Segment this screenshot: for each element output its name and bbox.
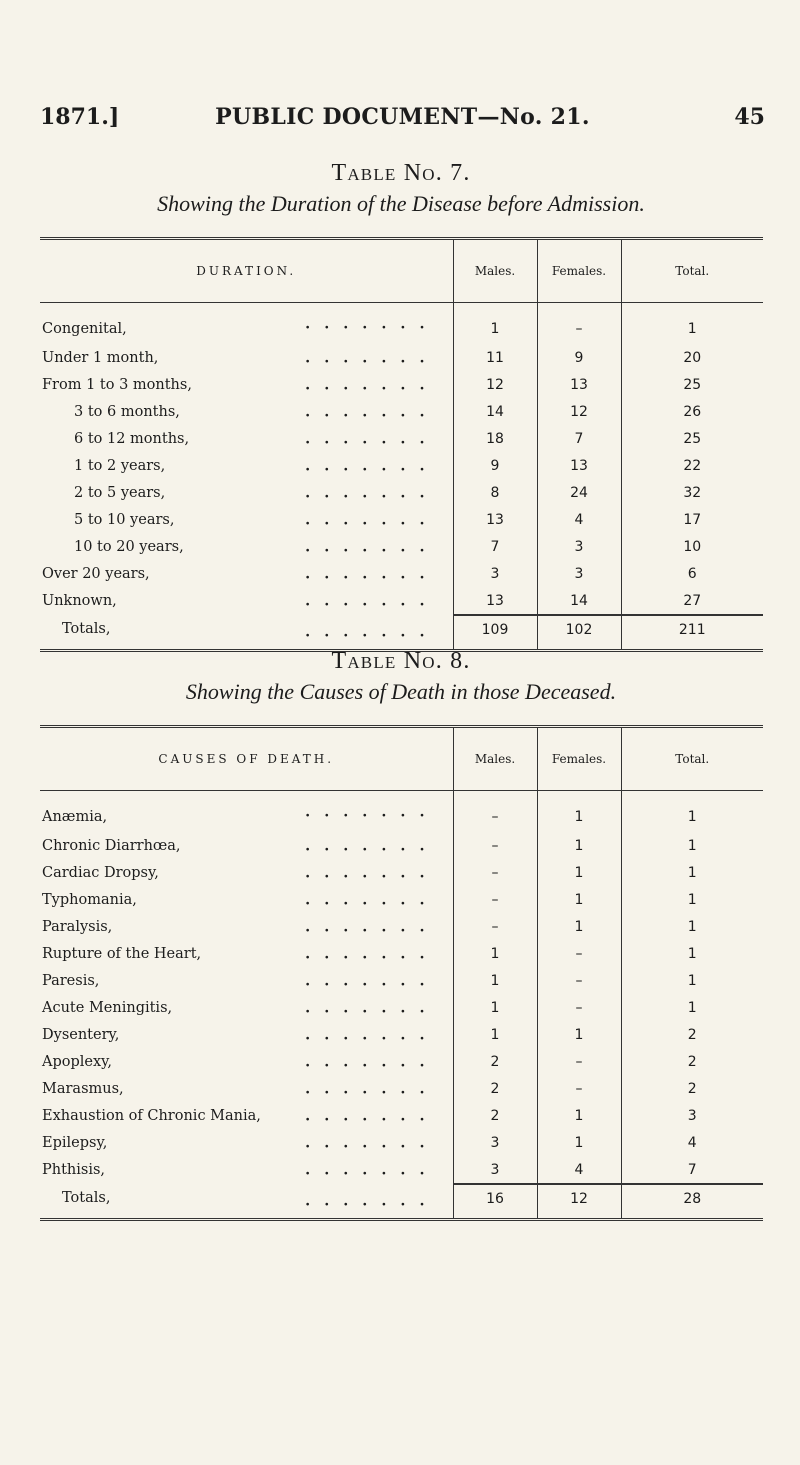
- cell-females: 4: [537, 1156, 621, 1184]
- table-row: [40, 859, 763, 886]
- row-label: [40, 1048, 453, 1075]
- table-row: [40, 398, 763, 425]
- cell-females: 1: [537, 886, 621, 913]
- cell-total: 1: [621, 913, 763, 940]
- col-total: Total.: [621, 239, 763, 303]
- cell-females: 1: [537, 832, 621, 859]
- row-label: [40, 1156, 453, 1184]
- cell-total: 2: [621, 1048, 763, 1075]
- cell-females: 1: [537, 913, 621, 940]
- cell-total: 25: [621, 371, 763, 398]
- table-8-header-row: [40, 727, 763, 791]
- leader-dots: .......: [305, 623, 439, 641]
- table-row: [40, 994, 763, 1021]
- cell-males: 2: [453, 1075, 537, 1102]
- cell-males: –: [453, 832, 537, 859]
- totals-row: [40, 615, 763, 651]
- table-7-subtitle: Showing the Duration of the Disease before Admission.: [157, 191, 645, 216]
- cell-males: –: [453, 913, 537, 940]
- row-label: [40, 886, 453, 913]
- table-7-header-row: [40, 239, 763, 303]
- table-row: [40, 1129, 763, 1156]
- row-label-text: Dysentery,: [42, 1026, 120, 1043]
- cell-total: 3: [621, 1102, 763, 1129]
- total-total: 28: [621, 1184, 763, 1220]
- table-row: [40, 967, 763, 994]
- leader-dots: .......: [305, 837, 439, 854]
- cell-males: 1: [453, 967, 537, 994]
- row-label-text: 3 to 6 months,: [74, 403, 180, 420]
- leader-dots: .......: [305, 403, 439, 420]
- cell-total: 1: [621, 886, 763, 913]
- row-label-text: Acute Meningitis,: [42, 999, 173, 1016]
- row-label-text: Congenital,: [42, 320, 127, 337]
- row-label-text: Cardiac Dropsy,: [42, 864, 159, 881]
- total-total: 211: [621, 615, 763, 651]
- cell-females: 1: [537, 1021, 621, 1048]
- cell-males: 7: [453, 533, 537, 560]
- cell-females: 4: [537, 506, 621, 533]
- row-label: [40, 1021, 453, 1048]
- col-total: Total.: [621, 727, 763, 791]
- cell-total: 1: [621, 859, 763, 886]
- table-row: [40, 587, 763, 615]
- row-label-text: From 1 to 3 months,: [42, 376, 192, 393]
- leader-dots: .......: [305, 349, 439, 366]
- row-label-text: Anæmia,: [42, 808, 108, 825]
- cell-total: 1: [621, 303, 763, 345]
- row-label: [40, 452, 453, 479]
- col-causes-of-death: CAUSES OF DEATH.: [40, 727, 453, 791]
- row-label: [40, 425, 453, 452]
- table-row: [40, 452, 763, 479]
- table-8: [40, 725, 763, 1221]
- leader-dots: .......: [305, 1161, 439, 1179]
- cell-females: 1: [537, 859, 621, 886]
- leader-dots: .......: [305, 891, 439, 908]
- cell-males: 18: [453, 425, 537, 452]
- leader-dots: .......: [305, 972, 439, 989]
- cell-females: 3: [537, 560, 621, 587]
- row-label-text: 10 to 20 years,: [74, 538, 184, 555]
- row-label: [40, 344, 453, 371]
- row-label: [40, 994, 453, 1021]
- cell-females: –: [537, 1048, 621, 1075]
- cell-males: 3: [453, 1156, 537, 1184]
- cell-males: 1: [453, 303, 537, 345]
- cell-total: 1: [621, 967, 763, 994]
- cell-males: 1: [453, 940, 537, 967]
- table-row: [40, 791, 763, 833]
- leader-dots: .......: [305, 864, 439, 881]
- cell-total: 1: [621, 994, 763, 1021]
- table-8-title: Table No. 8.: [331, 648, 471, 674]
- row-label: [40, 791, 453, 833]
- table-row: [40, 506, 763, 533]
- cell-males: 8: [453, 479, 537, 506]
- leader-dots: .......: [305, 376, 439, 393]
- cell-females: 1: [537, 1102, 621, 1129]
- cell-total: 1: [621, 791, 763, 833]
- cell-total: 10: [621, 533, 763, 560]
- col-females: Females.: [537, 727, 621, 791]
- table-row: [40, 886, 763, 913]
- cell-total: 4: [621, 1129, 763, 1156]
- leader-dots: .......: [305, 1080, 439, 1097]
- leader-dots: .......: [305, 1053, 439, 1070]
- table-7: [40, 237, 763, 652]
- row-label: [40, 398, 453, 425]
- cell-total: 6: [621, 560, 763, 587]
- leader-dots: .......: [305, 457, 439, 474]
- table-row: [40, 1048, 763, 1075]
- cell-total: 1: [621, 940, 763, 967]
- leader-dots: .......: [305, 1107, 439, 1124]
- col-females: Females.: [537, 239, 621, 303]
- leader-dots: .......: [305, 803, 439, 820]
- totals-label: [40, 1184, 453, 1220]
- leader-dots: .......: [305, 1134, 439, 1151]
- cell-males: 13: [453, 506, 537, 533]
- row-label: [40, 940, 453, 967]
- total-males: 109: [453, 615, 537, 651]
- cell-total: 27: [621, 587, 763, 615]
- cell-females: 3: [537, 533, 621, 560]
- table-7-section: [40, 160, 762, 652]
- table-row: [40, 1156, 763, 1184]
- row-label: [40, 587, 453, 615]
- row-label: [40, 859, 453, 886]
- cell-females: 1: [537, 791, 621, 833]
- header-title: PUBLIC DOCUMENT—No. 21.: [215, 104, 590, 130]
- row-label: [40, 1129, 453, 1156]
- cell-males: 9: [453, 452, 537, 479]
- cell-males: –: [453, 791, 537, 833]
- row-label-text: Exhaustion of Chronic Mania,: [42, 1107, 261, 1124]
- cell-males: 3: [453, 560, 537, 587]
- row-label-text: Apoplexy,: [42, 1053, 113, 1070]
- cell-females: 13: [537, 371, 621, 398]
- row-label: [40, 832, 453, 859]
- cell-males: 14: [453, 398, 537, 425]
- leader-dots: .......: [305, 538, 439, 555]
- row-label-text: Over 20 years,: [42, 565, 150, 582]
- totals-label-text: Totals,: [62, 621, 111, 637]
- row-label: [40, 479, 453, 506]
- cell-females: 1: [537, 1129, 621, 1156]
- col-duration: DURATION.: [40, 239, 453, 303]
- row-label: [40, 560, 453, 587]
- totals-label-text: Totals,: [62, 1190, 111, 1206]
- cell-total: 2: [621, 1021, 763, 1048]
- cell-total: 22: [621, 452, 763, 479]
- header-year: 1871.]: [40, 104, 120, 130]
- cell-total: 2: [621, 1075, 763, 1102]
- row-label: [40, 1102, 453, 1129]
- row-label-text: Rupture of the Heart,: [42, 945, 202, 962]
- cell-total: 20: [621, 344, 763, 371]
- leader-dots: .......: [305, 565, 439, 582]
- cell-males: 1: [453, 994, 537, 1021]
- cell-females: 24: [537, 479, 621, 506]
- cell-total: 26: [621, 398, 763, 425]
- table-row: [40, 832, 763, 859]
- total-females: 102: [537, 615, 621, 651]
- cell-males: –: [453, 859, 537, 886]
- table-row: [40, 344, 763, 371]
- row-label: [40, 1075, 453, 1102]
- leader-dots: .......: [305, 945, 439, 962]
- cell-males: 13: [453, 587, 537, 615]
- table-row: [40, 479, 763, 506]
- row-label-text: Paralysis,: [42, 918, 113, 935]
- row-label-text: 1 to 2 years,: [74, 457, 166, 474]
- leader-dots: .......: [305, 484, 439, 501]
- running-header: [40, 104, 765, 134]
- total-males: 16: [453, 1184, 537, 1220]
- table-row: [40, 303, 763, 345]
- leader-dots: .......: [305, 315, 439, 332]
- row-label-text: Marasmus,: [42, 1080, 124, 1097]
- cell-females: –: [537, 940, 621, 967]
- cell-males: 1: [453, 1021, 537, 1048]
- leader-dots: .......: [305, 511, 439, 528]
- table-row: [40, 560, 763, 587]
- cell-females: 14: [537, 587, 621, 615]
- table-row: [40, 533, 763, 560]
- table-7-title: Table No. 7.: [331, 160, 471, 186]
- leader-dots: .......: [305, 918, 439, 935]
- row-label-text: 5 to 10 years,: [74, 511, 175, 528]
- cell-females: –: [537, 967, 621, 994]
- row-label: [40, 913, 453, 940]
- cell-total: 1: [621, 832, 763, 859]
- cell-males: 11: [453, 344, 537, 371]
- cell-males: 3: [453, 1129, 537, 1156]
- col-males: Males.: [453, 239, 537, 303]
- table-8-subtitle: Showing the Causes of Death in those Deceased.: [185, 679, 617, 704]
- table-row: [40, 425, 763, 452]
- row-label-text: Typhomania,: [42, 891, 137, 908]
- row-label: [40, 967, 453, 994]
- total-females: 12: [537, 1184, 621, 1220]
- row-label-text: 6 to 12 months,: [74, 430, 190, 447]
- col-males: Males.: [453, 727, 537, 791]
- row-label-text: Paresis,: [42, 972, 100, 989]
- row-label: [40, 371, 453, 398]
- cell-males: 12: [453, 371, 537, 398]
- cell-females: 9: [537, 344, 621, 371]
- row-label-text: 2 to 5 years,: [74, 484, 166, 501]
- totals-row: [40, 1184, 763, 1220]
- leader-dots: .......: [305, 999, 439, 1016]
- cell-total: 17: [621, 506, 763, 533]
- leader-dots: .......: [305, 1192, 439, 1210]
- cell-females: –: [537, 994, 621, 1021]
- table-row: [40, 1021, 763, 1048]
- totals-label: [40, 615, 453, 651]
- cell-females: –: [537, 303, 621, 345]
- row-label-text: Chronic Diarrhœa,: [42, 837, 181, 854]
- table-8-section: [40, 648, 762, 1221]
- table-row: [40, 940, 763, 967]
- leader-dots: .......: [305, 430, 439, 447]
- cell-females: 7: [537, 425, 621, 452]
- row-label: [40, 506, 453, 533]
- table-row: [40, 1075, 763, 1102]
- row-label: [40, 303, 453, 345]
- row-label-text: Unknown,: [42, 593, 117, 609]
- page-number: 45: [734, 104, 765, 130]
- row-label-text: Epilepsy,: [42, 1134, 108, 1151]
- cell-females: 12: [537, 398, 621, 425]
- cell-total: 25: [621, 425, 763, 452]
- row-label: [40, 533, 453, 560]
- row-label-text: Under 1 month,: [42, 349, 159, 366]
- cell-males: 2: [453, 1048, 537, 1075]
- row-label-text: Phthisis,: [42, 1162, 106, 1178]
- leader-dots: .......: [305, 592, 439, 610]
- table-row: [40, 1102, 763, 1129]
- cell-total: 7: [621, 1156, 763, 1184]
- table-row: [40, 371, 763, 398]
- table-row: [40, 913, 763, 940]
- cell-males: 2: [453, 1102, 537, 1129]
- cell-males: –: [453, 886, 537, 913]
- cell-females: 13: [537, 452, 621, 479]
- leader-dots: .......: [305, 1026, 439, 1043]
- cell-total: 32: [621, 479, 763, 506]
- cell-females: –: [537, 1075, 621, 1102]
